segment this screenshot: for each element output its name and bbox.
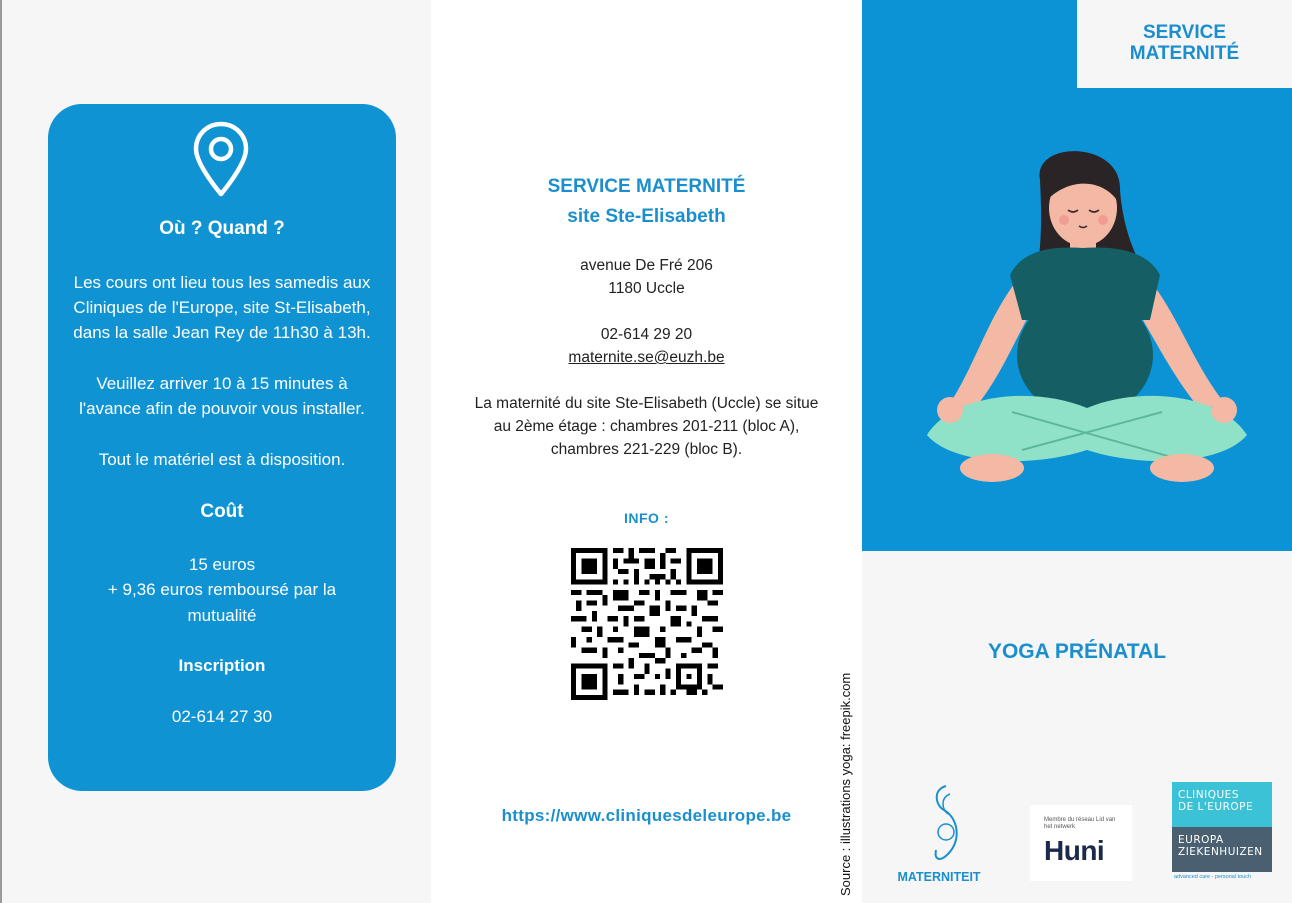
panel-right bbox=[862, 0, 1292, 903]
where-when-heading: Où ? Quand ? bbox=[159, 218, 285, 239]
service-box bbox=[1077, 0, 1292, 88]
info-card bbox=[48, 104, 396, 791]
registration-heading: Inscription bbox=[178, 656, 266, 675]
location-line-2: au 2ème étage : chambres 201-211 (bloc A), bbox=[493, 418, 800, 435]
huni-small-text: Membre du réseau Lid van het netwerk bbox=[1044, 817, 1116, 830]
location-line-3: chambres 221-229 (bloc B). bbox=[550, 441, 743, 458]
service-title: SERVICE MATERNITÉ bbox=[547, 176, 746, 197]
huni-name: Huni bbox=[1044, 835, 1105, 866]
phone-number: 02-614 29 20 bbox=[600, 326, 693, 343]
europe-tagline: advanced care - personal touch bbox=[1174, 874, 1252, 880]
cost-line-3: mutualité bbox=[187, 606, 257, 625]
email-row bbox=[431, 346, 862, 369]
europe-line-1: CLINIQUES bbox=[1178, 789, 1239, 801]
source-note: Source : illustrations yoga: freepik.com bbox=[838, 672, 853, 896]
europe-line-2: DE L'EUROPE bbox=[1178, 801, 1254, 813]
address-line-1: avenue De Fré 206 bbox=[580, 257, 713, 274]
maternity-logo bbox=[884, 780, 994, 890]
europe-line-3: EUROPA bbox=[1178, 834, 1224, 846]
panel-middle bbox=[431, 0, 862, 903]
website-row bbox=[431, 806, 862, 826]
course-line-1: Les cours ont lieu tous les samedis aux bbox=[73, 273, 371, 292]
cost-line-2: + 9,36 euros remboursé par la bbox=[107, 580, 337, 599]
address-line-2: 1180 Uccle bbox=[608, 280, 685, 297]
course-line-3: dans la salle Jean Rey de 11h30 à 13h. bbox=[73, 323, 371, 342]
maternity-logo-icon bbox=[884, 780, 994, 868]
yoga-title-text: YOGA PRÉNATAL bbox=[987, 640, 1167, 663]
service-line-2: MATERNITÉ bbox=[1129, 43, 1240, 64]
qr-code[interactable] bbox=[571, 548, 723, 700]
europe-logo-top bbox=[1172, 782, 1272, 827]
arrive-line-2: l'avance afin de pouvoir vous installer. bbox=[79, 399, 365, 418]
maternity-logo-label: MATERNITEIT bbox=[897, 870, 981, 884]
service-line-1: SERVICE bbox=[1142, 22, 1227, 43]
cliniques-europe-logo bbox=[1172, 782, 1272, 884]
europe-line-4: ZIEKENHUIZEN bbox=[1178, 846, 1263, 858]
panel-left bbox=[0, 0, 431, 903]
course-line-2: Cliniques de l'Europe, site St-Elisabeth, bbox=[73, 298, 371, 317]
info-label: INFO : bbox=[624, 510, 669, 526]
yoga-title bbox=[862, 640, 1292, 664]
material-text: Tout le matériel est à disposition. bbox=[98, 450, 346, 469]
website-link[interactable]: https://www.cliniquesdeleurope.be bbox=[501, 806, 792, 825]
location-line-1: La maternité du site Ste-Elisabeth (Uccle) se situe bbox=[474, 395, 819, 412]
email-link[interactable]: maternite.se@euzh.be bbox=[568, 349, 725, 366]
huni-logo bbox=[1030, 805, 1132, 881]
arrive-line-1: Veuillez arriver 10 à 15 minutes à bbox=[96, 374, 348, 393]
site-title: site Ste-Elisabeth bbox=[567, 206, 726, 227]
location-pin-icon bbox=[192, 120, 250, 198]
registration-phone: 02-614 27 30 bbox=[171, 707, 273, 726]
cost-line-1: 15 euros bbox=[188, 555, 256, 574]
pregnant-yoga-illustration bbox=[892, 150, 1282, 500]
europe-logo-bottom bbox=[1172, 827, 1272, 872]
cost-heading: Coût bbox=[200, 501, 244, 522]
